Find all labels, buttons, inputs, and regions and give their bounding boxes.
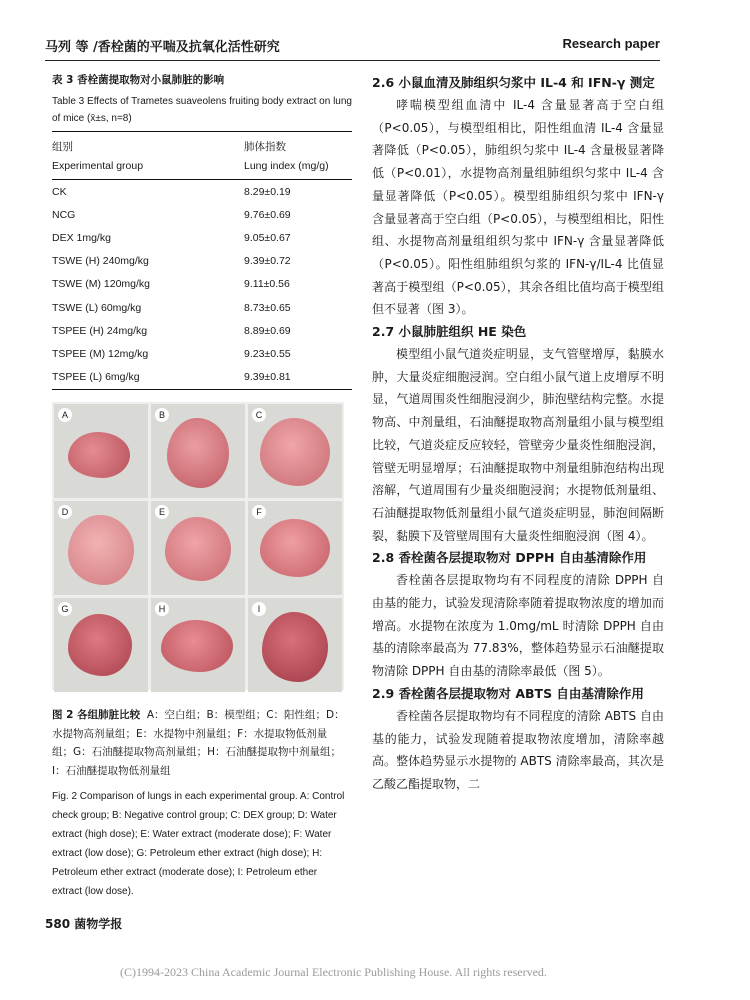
panel-label: E — [155, 505, 169, 519]
panel-label: I — [252, 602, 266, 616]
panel-label: C — [252, 408, 266, 422]
lung-photo-c — [248, 404, 342, 498]
row-group: NCG — [52, 208, 76, 221]
lung-photo-h — [151, 598, 245, 692]
page-footer: 580 菌物学报 — [45, 917, 123, 931]
lung-photo-f — [248, 501, 342, 595]
table-row — [52, 319, 352, 342]
section-heading-2-7: 2.7 小鼠肺脏组织 HE 染色 — [372, 324, 527, 340]
panel-label: F — [252, 505, 266, 519]
row-group: DEX 1mg/kg — [52, 231, 111, 244]
lung-photo-b — [151, 404, 245, 498]
figure-caption-cn — [52, 706, 346, 780]
lung-index-table — [52, 131, 352, 390]
row-value: 9.39±0.81 — [244, 366, 352, 390]
col-header-group-cn: 组别 — [52, 132, 244, 157]
copyright-notice: (C)1994-2023 China Academic Journal Electronic Publishing House. All rights reserved. — [120, 965, 547, 979]
table-3-block — [52, 72, 352, 390]
table-row — [52, 250, 352, 273]
row-value: 9.76±0.69 — [244, 208, 291, 221]
figure-caption-label: 图 2 各组肺脏比较 — [52, 709, 141, 721]
lung-photo-d — [54, 501, 148, 595]
row-group: TSPEE (M) 12mg/kg — [52, 347, 149, 360]
row-value: 9.05±0.67 — [244, 231, 291, 244]
running-header-title: 马列 等 /香栓菌的平喘及抗氧化活性研究 — [45, 40, 280, 55]
row-group: TSWE (L) 60mg/kg — [52, 301, 142, 314]
panel-label: A — [58, 408, 72, 422]
row-value: 9.23±0.55 — [244, 347, 291, 360]
table-row — [52, 180, 352, 204]
table-caption-cn: 表 3 香栓菌提取物对小鼠肺脏的影响 — [52, 74, 225, 86]
col-header-index-en: Lung index (mg/g) — [244, 156, 352, 180]
row-group: TSWE (M) 120mg/kg — [52, 278, 151, 291]
section-heading-2-9: 2.9 香栓菌各层提取物对 ABTS 自由基清除作用 — [372, 685, 644, 701]
row-group: TSPEE (L) 6mg/kg — [52, 366, 244, 390]
running-header-section: Research paper — [562, 36, 660, 51]
figure-caption-text: A：空白组；B：模型组；C：阳性组；D：水提物高剂量组；E：水提物中剂量组；F：水提取物低剂量组；G：石油醚提取物高剂量组；H：石油醚提取物中剂量组；I：石油醚提取物低剂量组 — [52, 709, 345, 777]
col-header-index-cn: 肺体指数 — [244, 132, 352, 157]
row-value: 9.11±0.56 — [244, 278, 290, 291]
row-value: 8.29±0.19 — [244, 185, 291, 198]
row-group: TSWE (H) 240mg/kg — [52, 255, 149, 268]
row-value: 8.89±0.69 — [244, 324, 291, 337]
lung-photo-e — [151, 501, 245, 595]
row-value: 9.39±0.72 — [244, 255, 291, 268]
header-rule — [45, 60, 660, 61]
table-caption-en: Table 3 Effects of Trametes suaveolens fruiting body extract on lung of mice (x̄±s, n=8) — [52, 96, 352, 124]
table-row — [52, 366, 352, 390]
section-text-2-8: 香栓菌各层提取物均有不同程度的清除 DPPH 自由基的能力，试验发现清除率随着提取物浓度的增加而增高。水提物在浓度为 1.0mg/mL 时清除 DPPH 自由基的清除率最高为 77.83%，整体趋势显示石油醚提取物清除 DPPH 自由基的清除率最低（图 5）。 — [372, 573, 664, 679]
panel-label: D — [58, 505, 72, 519]
panel-label: H — [155, 602, 169, 616]
lung-photo-i — [248, 598, 342, 692]
panel-label: G — [58, 602, 72, 616]
table-row — [52, 226, 352, 249]
section-text-2-6: 哮喘模型组血清中 IL-4 含量显著高于空白组（P<0.05），与模型组相比，阳性组血清 IL-4 含量显著降低（P<0.05），肺组织匀浆中 IL-4 含量极显著降低（P<0.01），水提物高剂量组肺组织匀浆中 IL-4 含量显著降低（P<0.05）。模型组肺组织匀浆中 IFN-γ 含量显著高于空白组（P<0.05），与模型组相比，阳性组、水提物高剂量组组织匀浆中 IFN-γ 含量显著降低（P<0.05）。阳性组肺组织匀浆的 IFN-γ/IL-4 比值显著高于模型组（P<0.05），其余各组比值均高于模型组但不显著（图 3）。 — [372, 98, 664, 317]
lung-photo-a — [54, 404, 148, 498]
results-column — [372, 72, 664, 796]
lung-photo-g — [54, 598, 148, 692]
figure-caption-en: Fig. 2 Comparison of lungs in each experimental group. A: Control check group; B: Negative control group; C: DEX group; D: Water extract (high dose); E: Water extract (moderate dose); F: Water extract (low dose); G: Petroleum ether extract (high dose); H: Petroleum ether extract (moderate dose); I: Petroleum ether extract (low dose). — [52, 791, 345, 897]
section-text-2-9: 香栓菌各层提取物均有不同程度的清除 ABTS 自由基的能力，试验发现随着提取物浓度增加，清除率越高。整体趋势显示水提物的 ABTS 清除率最高，其次是乙酸乙酯提取物，二 — [372, 708, 664, 791]
section-heading-2-6: 2.6 小鼠血清及肺组织匀浆中 IL-4 和 IFN-γ 测定 — [372, 75, 655, 90]
table-row — [52, 342, 352, 365]
panel-label: B — [155, 408, 169, 422]
section-text-2-7: 模型组小鼠气道炎症明显，支气管壁增厚，黏膜水肿，大量炎症细胞浸润。空白组小鼠气道上皮增厚不明显，气道周围炎性细胞浸润少，肺泡壁结构完整。水提物高、中剂量组，石油醚提取物高剂量组小鼠与模型组比较，气道炎症反应较轻，管壁旁少量炎性细胞浸润，管壁无明显增厚；石油醚提取物中剂量组肺泡结构出现溶解，气道周围有少量炎细胞浸润；水提物低剂量组、石油醚提取物低剂量组小鼠气道炎症明显，肺泡间隔断裂，黏膜下及管壁周围有大量炎性细胞浸润（图 4）。 — [372, 347, 664, 543]
table-row — [52, 273, 352, 296]
figure-2-lung-photos — [52, 402, 344, 690]
col-header-group-en: Experimental group — [52, 156, 244, 180]
table-row — [52, 203, 352, 226]
table-row — [52, 296, 352, 319]
row-group: TSPEE (H) 24mg/kg — [52, 324, 148, 337]
row-value: 8.73±0.65 — [244, 301, 291, 314]
section-heading-2-8: 2.8 香栓菌各层提取物对 DPPH 自由基清除作用 — [372, 550, 647, 566]
row-group: CK — [52, 185, 67, 198]
